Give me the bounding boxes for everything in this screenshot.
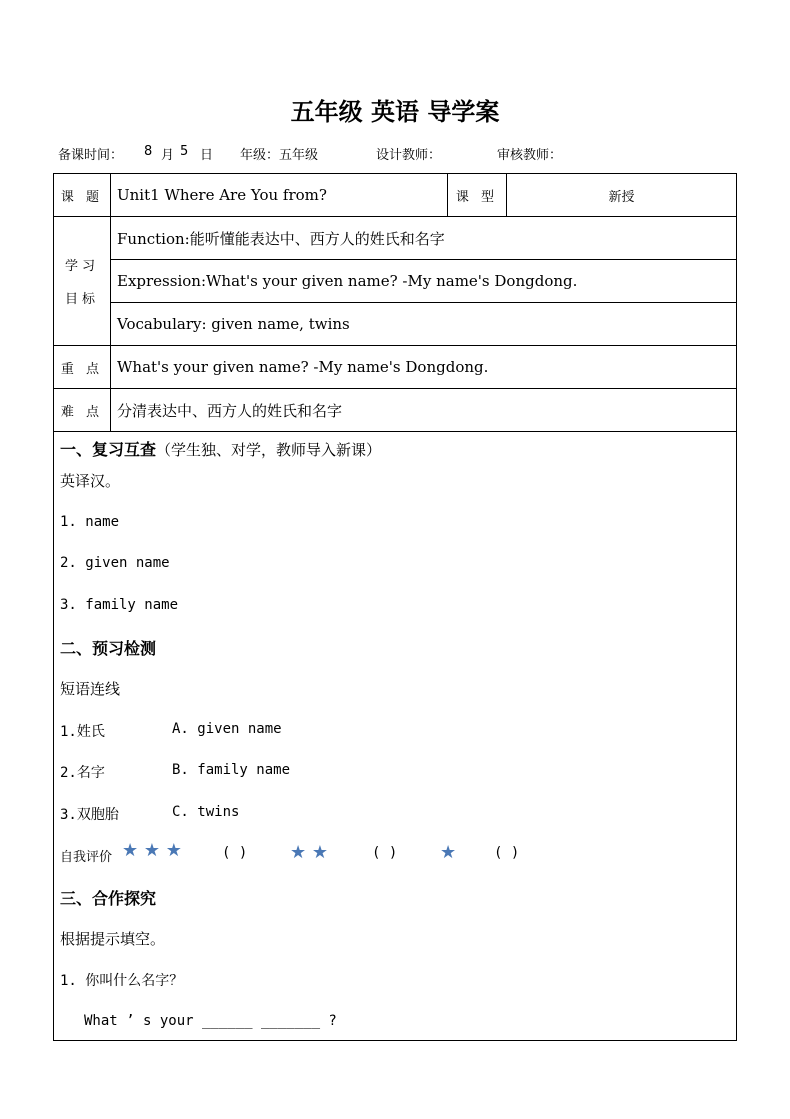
header-table	[53, 173, 737, 432]
match-left: 3.双胞胎	[60, 807, 119, 823]
section1-title: 一、复习互查	[60, 440, 157, 459]
type-value: 新授	[507, 174, 737, 217]
goals-label-line2: 目标	[64, 292, 99, 307]
content-box	[53, 431, 737, 1041]
key-value: What's your given name? -My name's Dongdong.	[111, 346, 737, 389]
match-right: C. twins	[172, 804, 240, 820]
section1-note: （学生独、对学，教师导入新课）	[156, 441, 382, 459]
topic-label: 课 题	[54, 174, 111, 217]
date-day-unit: 日	[200, 148, 214, 163]
section3-question: 1. 你叫什么名字？	[60, 973, 184, 989]
section3-heading: 三、合作探究	[60, 889, 157, 908]
star-icon: ★	[440, 842, 457, 863]
section1-heading	[60, 437, 381, 460]
key-label: 重 点	[54, 346, 111, 389]
star-icon: ★ ★ ★	[122, 840, 182, 861]
section2-heading: 二、预习检测	[60, 639, 157, 658]
self-eval-blank[interactable]: ( )	[372, 845, 398, 861]
designer: 设计教师：	[376, 148, 442, 163]
page-title: 五年级 英语 导学案	[290, 98, 500, 126]
grade: 年级：五年级	[240, 148, 319, 163]
reviewer: 审核教师：	[497, 148, 563, 163]
self-eval-blank[interactable]: ( )	[494, 845, 520, 861]
match-right: A. given name	[172, 721, 282, 737]
self-eval-label: 自我评价	[60, 850, 113, 865]
difficulty-value: 分清表达中、西方人的姓氏和名字	[111, 389, 737, 432]
topic-value: Unit1 Where Are You from?	[111, 174, 448, 217]
date-label: 备课时间：	[58, 148, 124, 163]
date-month-unit: 月	[161, 148, 175, 163]
section1-item: 1. name	[60, 514, 120, 530]
date-month: 8	[144, 144, 153, 159]
section1-instruction: 英译汉。	[60, 472, 121, 490]
star-icon: ★ ★	[290, 842, 328, 863]
date-day: 5	[180, 144, 189, 159]
section1-item: 3. family name	[60, 597, 179, 613]
match-right: B. family name	[172, 762, 291, 778]
section1-item: 2. given name	[60, 555, 170, 571]
self-eval-blank[interactable]: ( )	[222, 845, 248, 861]
goals-label-line1: 学习	[64, 259, 99, 274]
section2-instruction: 短语连线	[60, 680, 121, 698]
section3-answer-line[interactable]: What ’ s your ______ _______ ?	[84, 1013, 337, 1029]
difficulty-label: 难 点	[54, 389, 111, 432]
match-left: 1.姓氏	[60, 724, 105, 740]
type-label: 课 型	[448, 174, 507, 217]
match-left: 2.名字	[60, 765, 105, 781]
goal-vocabulary: Vocabulary: given name, twins	[111, 303, 737, 346]
section3-instruction: 根据提示填空。	[60, 930, 166, 948]
goal-function: Function:能听懂能表达中、西方人的姓氏和名字	[111, 217, 737, 260]
goal-expression: Expression:What's your given name? -My name's Dongdong.	[111, 260, 737, 303]
goals-label	[54, 217, 111, 346]
